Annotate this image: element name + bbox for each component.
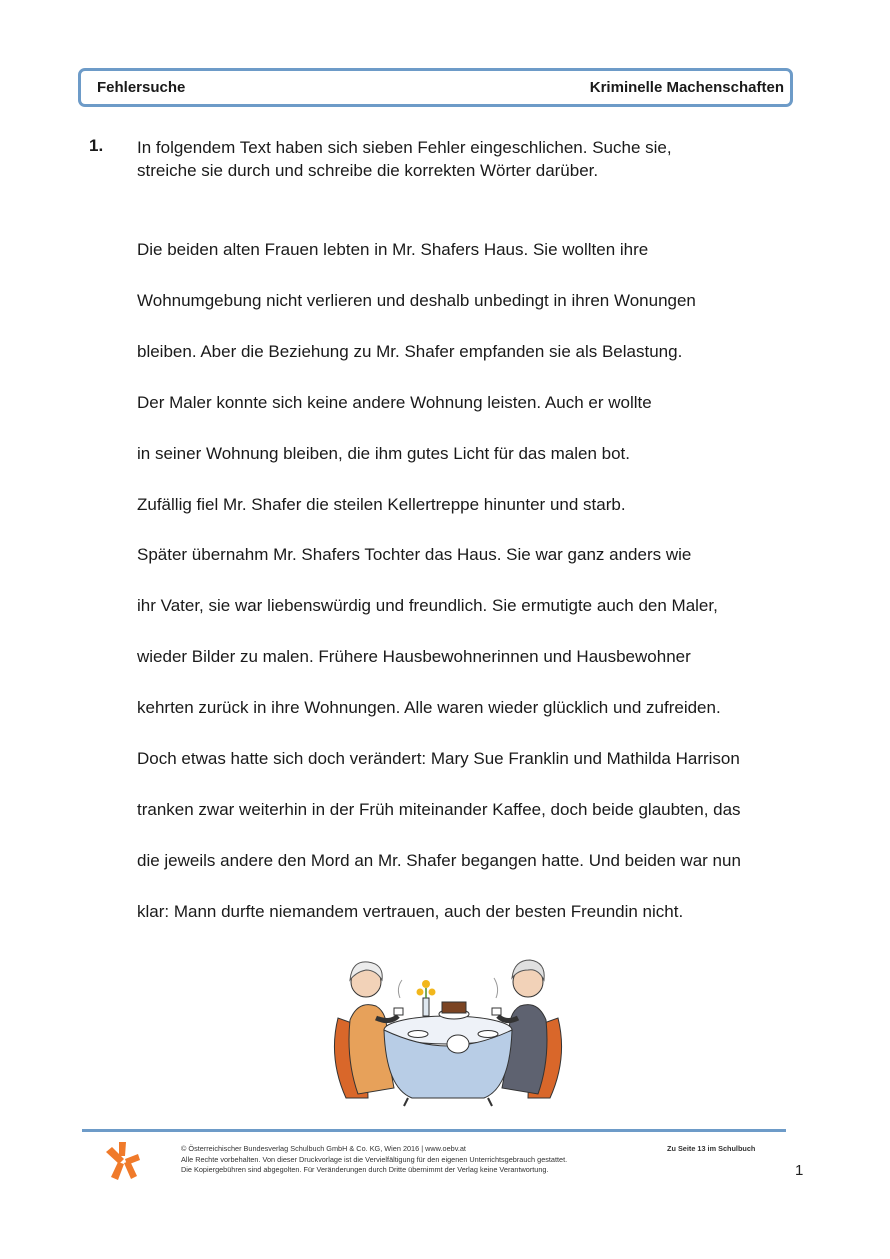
text-line: wieder Bilder zu malen. Frühere Hausbewohnerinnen und Hausbewohner <box>137 647 691 666</box>
task-instruction <box>137 136 777 182</box>
page-number: 1 <box>795 1162 804 1179</box>
text-line: Zufällig fiel Mr. Shafer die steilen Kellertreppe hinunter und starb. <box>137 495 626 514</box>
two-women-having-coffee-illustration <box>328 948 568 1108</box>
publisher-logo-icon <box>102 1140 142 1182</box>
text-line: Die beiden alten Frauen lebten in Mr. Shafers Haus. Sie wollten ihre <box>137 240 649 259</box>
text-line: Der Maler konnte sich keine andere Wohnung leisten. Auch er wollte <box>137 393 652 412</box>
header-title-right: Kriminelle Machenschaften <box>589 79 784 96</box>
footer-copyright <box>181 1144 567 1176</box>
text-line: die jeweils andere den Mord an Mr. Shafer begangen hatte. Und beiden war nun <box>137 851 741 870</box>
footer-divider <box>82 1129 786 1132</box>
text-line: kehrten zurück in ihre Wohnungen. Alle waren wieder glücklich und zufreiden. <box>137 698 721 717</box>
text-line: Wohnumgebung nicht verlieren und deshalb unbedingt in ihren Wonungen <box>137 291 696 310</box>
footer-line: Die Kopiergebühren sind abgegolten. Für Veränderungen durch Dritte übernimmt der Verlag keine Verantwortung. <box>181 1165 549 1174</box>
footer-line: Alle Rechte vorbehalten. Von dieser Druckvorlage ist die Vervielfältigung für den eigenen Unterrichtsgebrauch gestattet. <box>181 1154 568 1164</box>
text-line: Doch etwas hatte sich doch verändert: Mary Sue Franklin und Mathilda Harrison <box>137 749 740 768</box>
header-box <box>78 68 793 107</box>
instruction-line: streiche sie durch und schreibe die korrekten Wörter darüber. <box>137 161 599 180</box>
footer-line: © Österreichischer Bundesverlag Schulbuch GmbH & Co. KG, Wien 2016 | www.oebv.at <box>181 1144 466 1153</box>
text-line: ihr Vater, sie war liebenswürdig und freundlich. Sie ermutigte auch den Maler, <box>137 596 718 615</box>
text-line: Später übernahm Mr. Shafers Tochter das Haus. Sie war ganz anders wie <box>137 545 692 564</box>
task-number: 1. <box>89 136 104 155</box>
footer-book-reference: Zu Seite 13 im Schulbuch <box>667 1144 756 1153</box>
instruction-line: In folgendem Text haben sich sieben Fehler eingeschlichen. Suche sie, <box>137 138 672 157</box>
header-title-left: Fehlersuche <box>97 79 186 96</box>
text-line: bleiben. Aber die Beziehung zu Mr. Shafer empfanden sie als Belastung. <box>137 342 683 361</box>
text-line: tranken zwar weiterhin in der Früh miteinander Kaffee, doch beide glaubten, das <box>137 800 741 819</box>
text-line: klar: Mann durfte niemandem vertrauen, auch der besten Freundin nicht. <box>137 902 684 921</box>
text-line: in seiner Wohnung bleiben, die ihm gutes Licht für das malen bot. <box>137 444 630 463</box>
